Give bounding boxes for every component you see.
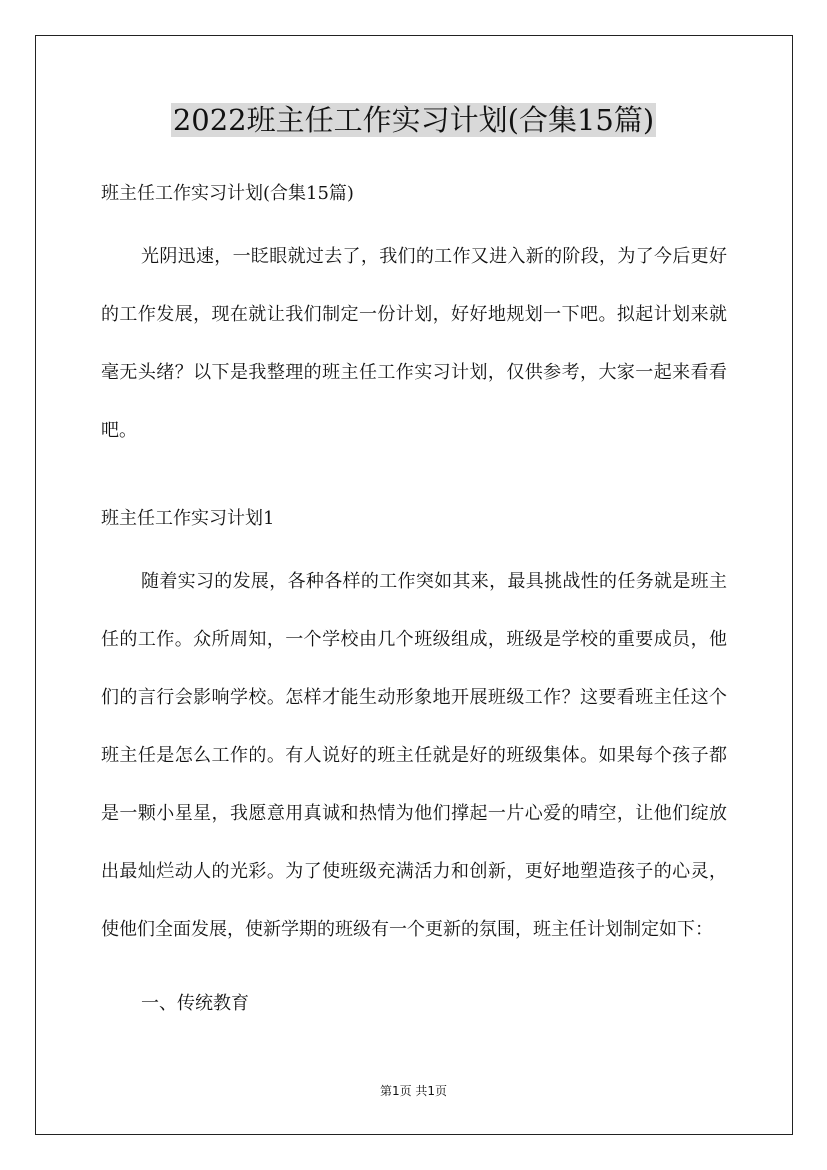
page-footer: 第1页 共1页 <box>379 1084 448 1098</box>
document-title <box>0 100 827 140</box>
document-title-text: 2022班主任工作实习计划(合集15篇) <box>172 103 655 137</box>
intro-paragraph: 光阴迅速，一眨眼就过去了，我们的工作又进入新的阶段，为了今后更好的工作发展，现在就让我们制定一份计划，好好地规划一下吧。拟起计划来就毫无头绪？以下是我整理的班主任工作实习计划，仅供参考，大家一起来看看吧。 <box>101 246 727 441</box>
document-subtitle: 班主任工作实习计划(合集15篇) <box>101 183 354 204</box>
body-paragraph: 随着实习的发展，各种各样的工作突如其来，最具挑战性的任务就是班主任的工作。众所周知，一个学校由几个班级组成，班级是学校的重要成员，他们的言行会影响学校。怎样才能生动形象地开展班级工作？这要看班主任这个班主任是怎么工作的。有人说好的班主任就是好的班级集体。如果每个孩子都是一颗小星星，我愿意用真诚和热情为他们撑起一片心爱的晴空，让他们绽放出最灿烂动人的光彩。为了使班级充满活力和创新，更好地塑造孩子的心灵，使他们全面发展，使新学期的班级有一个更新的氛围，班主任计划制定如下： <box>101 571 727 940</box>
section-heading: 一、传统教育 <box>141 993 249 1014</box>
section-title: 班主任工作实习计划1 <box>101 508 275 529</box>
